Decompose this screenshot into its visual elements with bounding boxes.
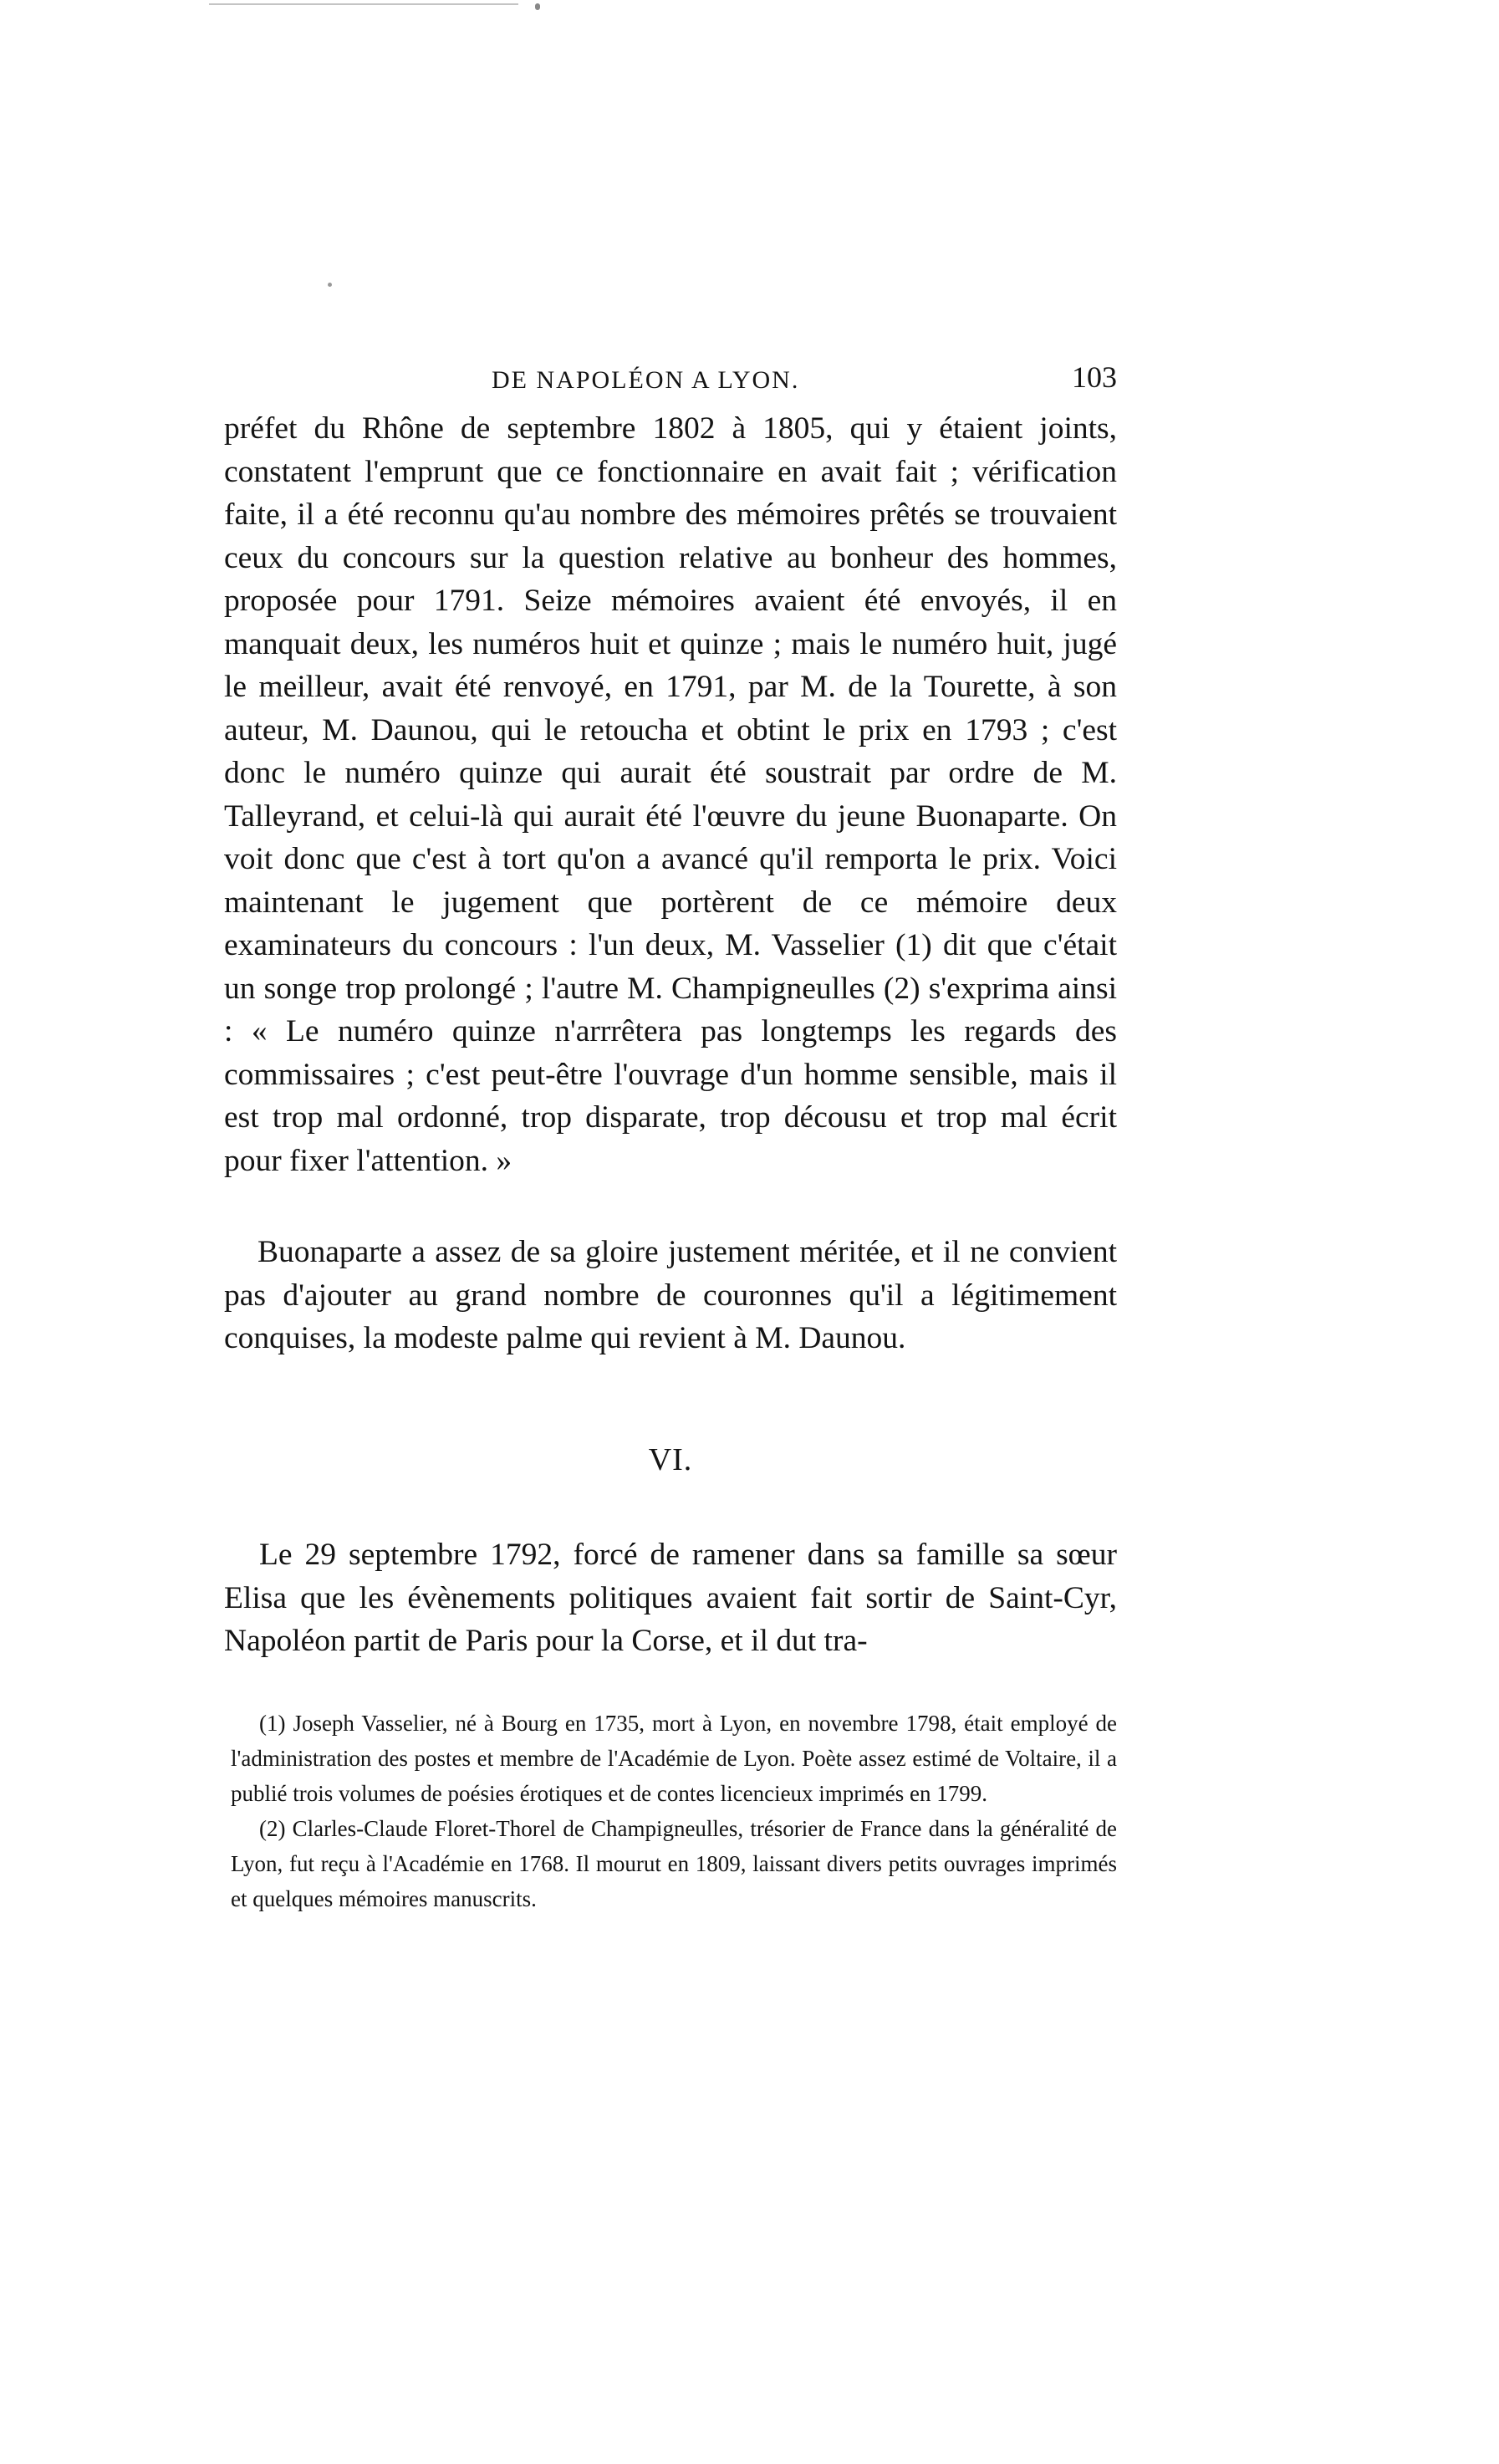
page-number: 103 [1072, 360, 1117, 394]
body-paragraph: Buonaparte a assez de sa gloire justement méritée, et il ne convient pas d'ajouter au grand nombre de couronnes qu'il a légitimement conquises, la modeste palme qui revient à M. Daunou. [224, 1235, 1117, 1355]
footnote: (1) Joseph Vasselier, né à Bourg en 1735, mort à Lyon, en novembre 1798, était employé de l'administration des postes et membre de l'Académie de Lyon. Poète assez estimé de Voltaire, il a publié trois volumes de poésies érotiques et de contes licencieux imprimés en 1799. [231, 1711, 1117, 1806]
body-paragraph: Le 29 septembre 1792, forcé de ramener dans sa famille sa sœur Elisa que les évènements politiques avaient fait sortir de Saint-Cyr, Napoléon partit de Paris pour la Corse, et il dut tra- [224, 1538, 1117, 1658]
footnotes [231, 1706, 1117, 1916]
scan-speck [328, 283, 332, 287]
section-heading: VI. [648, 1442, 693, 1477]
running-title: DE NAPOLÉON A LYON. [492, 366, 800, 394]
footnote: (2) Clarles-Claude Floret-Thorel de Champigneulles, trésorier de France dans la généralité de Lyon, fut reçu à l'Académie en 1768. Il mourut en 1809, laissant divers petits ouvrages imprimés et quelques mémoires manuscrits. [231, 1816, 1117, 1911]
scan-edge-mark [209, 3, 518, 5]
running-head [224, 360, 1117, 401]
scan-edge-mark [535, 3, 540, 10]
body-paragraph: préfet du Rhône de septembre 1802 à 1805, qui y étaient joints, constatent l'emprunt que ce fonctionnaire en avait fait ; vérification faite, il a été reconnu qu'au nombre des mémoires prêtés se trouvaient ceux du concours sur la question relative au bonheur des hommes, proposée pour 1791. Seize mémoires avaient été envoyés, il en manquait deux, les numéros huit et quinze ; mais le numéro huit, jugé le meilleur, avait été renvoyé, en 1791, par M. de la Tourette, à son auteur, M. Daunou, qui le retoucha et obtint le prix en 1793 ; c'est donc le numéro quinze qui aurait été soustrait par ordre de M. Talleyrand, et celui-là qui aurait été l'œuvre du jeune Buonaparte. On voit donc que c'est à tort qu'on a avancé qu'il remporta le prix. Voici maintenant le jugement que portèrent de ce mémoire deux examinateurs du concours : l'un deux, M. Vasselier (1) dit que c'était un songe trop prolongé ; l'autre M. Champigneulles (2) s'exprima ainsi : « Le numéro quinze n'arrrêtera pas longtemps les regards des commissaires ; c'est peut-être l'ouvrage d'un homme sensible, mais il est trop mal ordonné, trop disparate, trop décousu et trop mal écrit pour fixer l'attention. » [224, 411, 1117, 1178]
